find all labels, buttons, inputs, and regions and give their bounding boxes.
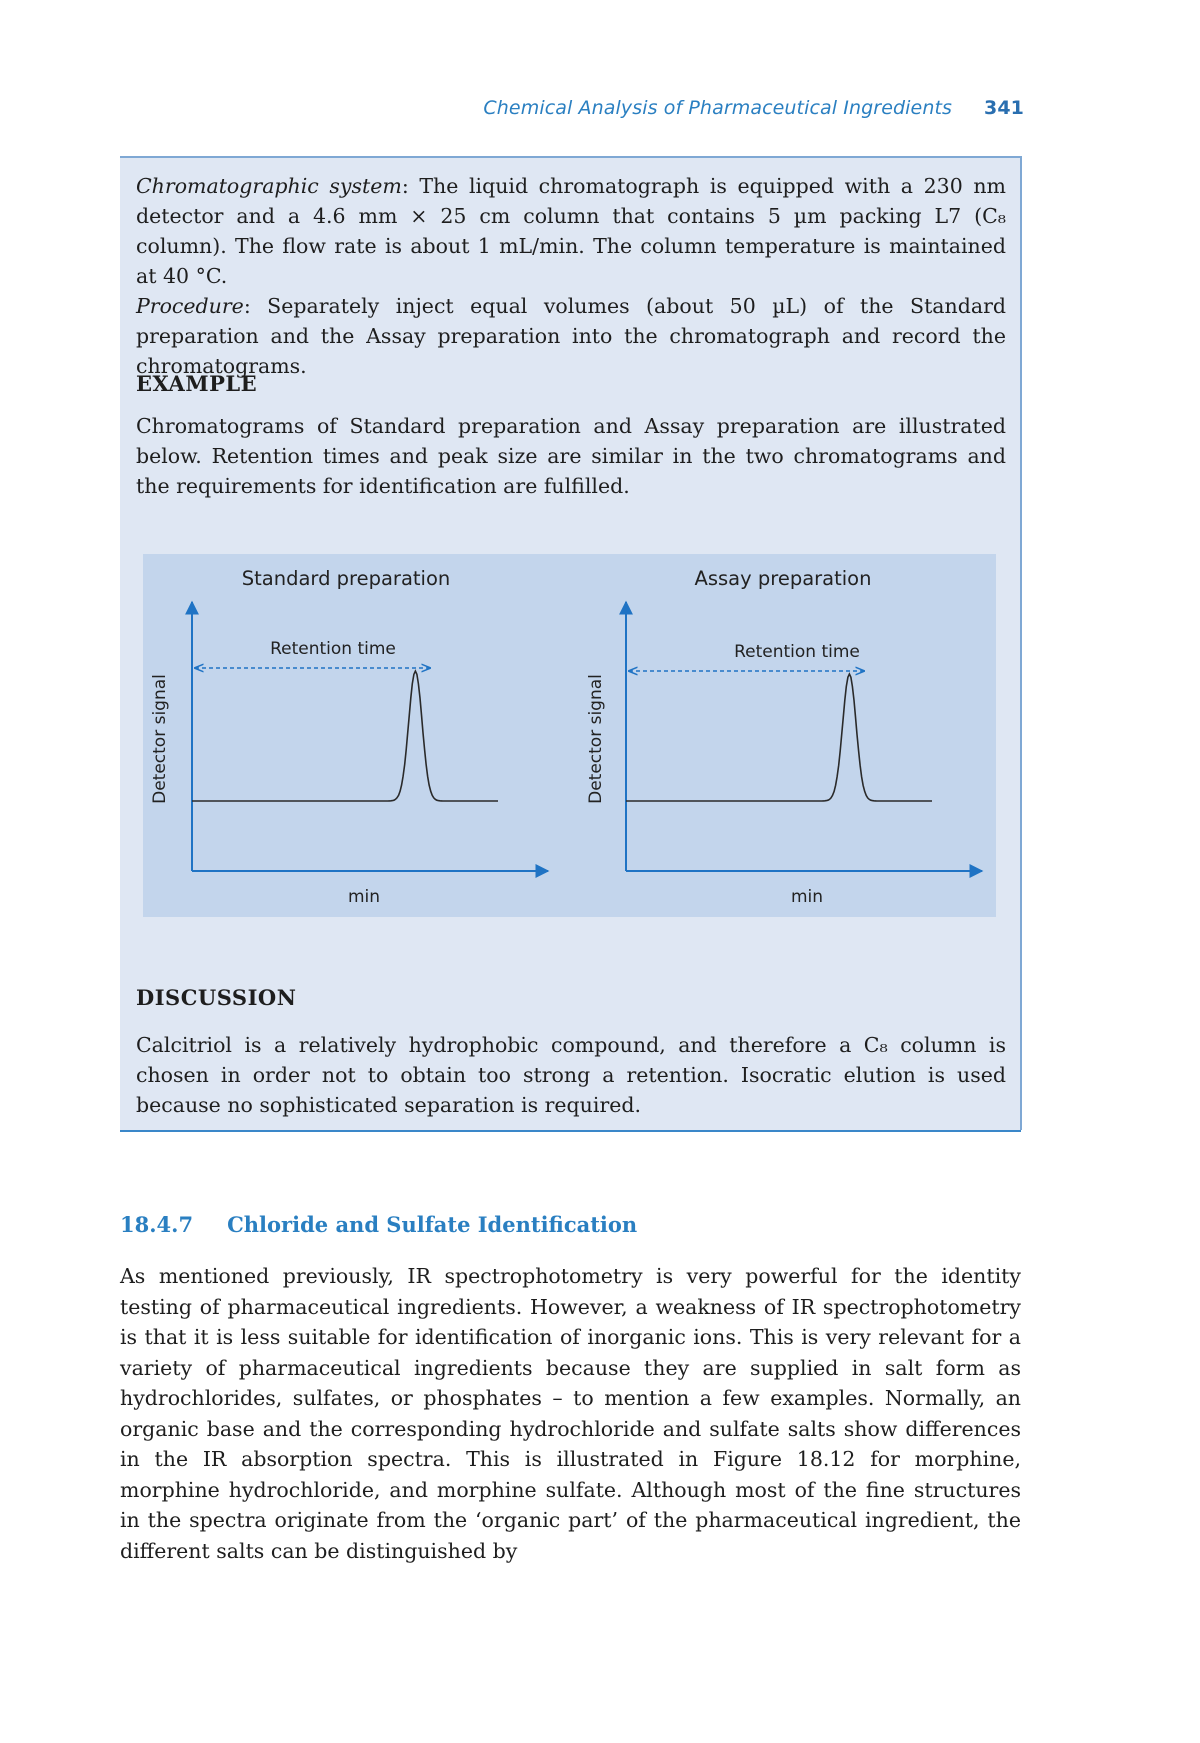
left-panel-title: Standard preparation [241,567,451,590]
right-retention-label: Retention time [734,642,860,662]
right-y-label: Detector signal [586,674,606,804]
section-number: 18.4.7 [120,1212,194,1237]
procedure-text: : Separately inject equal volumes (about 50 µL) of the Standard preparation and the Assay preparation into the chromatograph and record the chromatograms. [136,294,1006,378]
procedure-label: Procedure [136,294,244,318]
section-title-text: Chloride and Sulfate Identification [227,1212,638,1237]
right-chromatogram-trace [626,674,932,801]
page-number: 341 [984,97,1024,119]
discussion-heading: DISCUSSION [136,985,297,1010]
chromatogram-svg [143,554,996,917]
running-head [483,97,1024,119]
running-title: Chemical Analysis of Pharmaceutical Ingredients [483,97,953,119]
chrom-text: : The liquid chromatograph is equipped with a 230 nm detector and a 4.6 mm × 25 cm column that contains 5 µm packing L7 (C₈ column). The flow rate is about 1 mL/min. The column temperature is maintained at 40 °C. [136,174,1007,288]
section-title [120,1212,637,1237]
left-y-label: Detector signal [150,674,170,804]
right-panel-title: Assay preparation [694,567,872,590]
example-heading: EXAMPLE [136,371,258,396]
section-body-paragraph: As mentioned previously, IR spectrophotometry is very powerful for the identity testing of pharmaceutical ingredients. However, a weakness of IR spectrophotometry is that it is less suitable for identification of inorganic ions. This is very relevant for a variety of pharmaceutical ingredients because they are supplied in salt form as hydrochlorides, sulfates, or phosphates – to mention a few examples. Normally, an organic base and the corresponding hydrochloride and sulfate salts show differences in the IR absorption spectra. This is illustrated in Figure 18.12 for morphine, morphine hydrochloride, and morphine sulfate. Although most of the fine structures in the spectra originate from the ‘organic part’ of the pharmaceutical ingredient, the different salts can be distinguished by [120,1264,1021,1563]
left-chromatogram-trace [192,671,498,801]
discussion-paragraph: Calcitriol is a relatively hydrophobic compound, and therefore a C₈ column is chosen in order not to obtain too strong a retention. Isocratic elution is used because no sophisticated separation is required. [136,1033,1006,1117]
box-right-border [1020,156,1022,1130]
example-paragraph: Chromatograms of Standard preparation and Assay preparation are illustrated below. Retention times and peak size are similar in the two chromatograms and the requirements for identification are fulfilled. [136,414,1006,498]
chrom-label: Chromatographic system [136,174,402,198]
left-x-label: min [347,887,381,907]
right-x-label: min [790,887,824,907]
chromatographic-system-paragraph [136,171,1006,381]
chromatogram-figure [143,554,996,917]
left-retention-label: Retention time [270,639,396,659]
